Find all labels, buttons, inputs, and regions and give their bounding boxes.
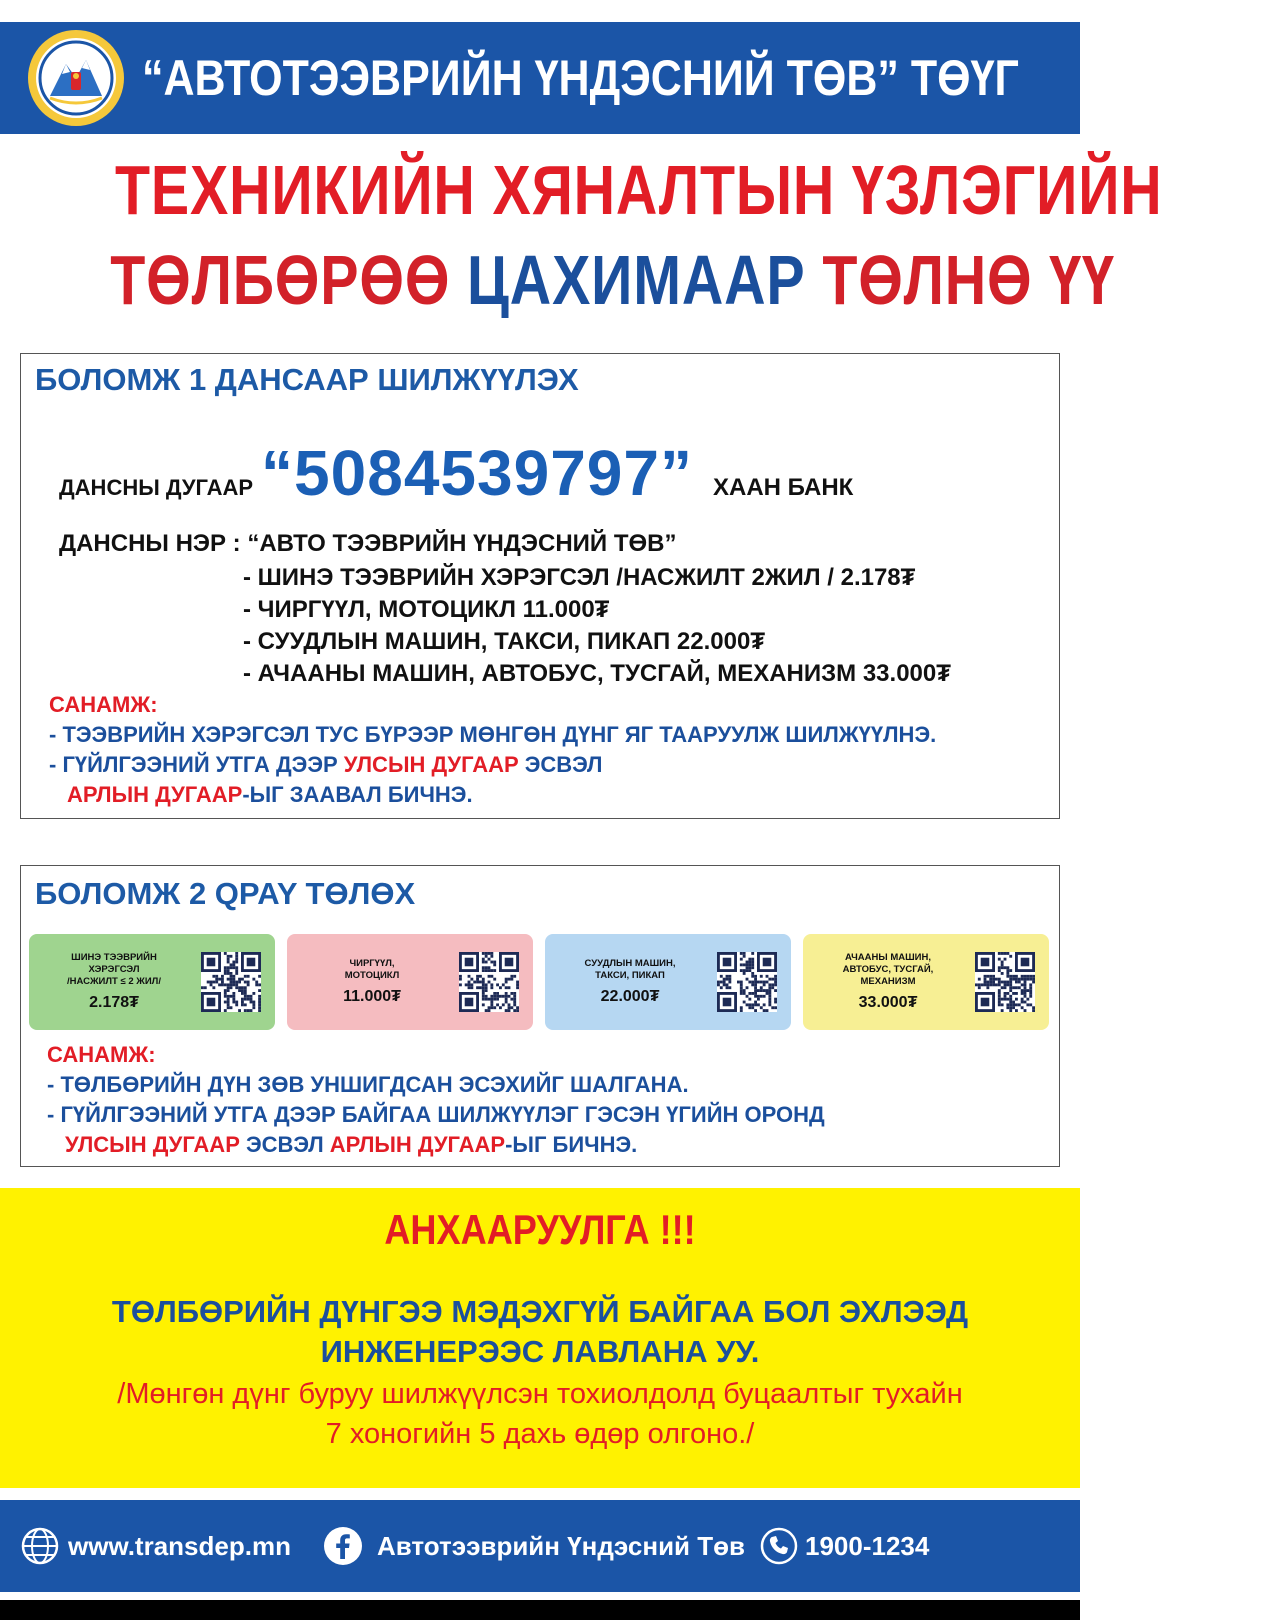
fee-item: - ШИНЭ ТЭЭВРИЙН ХЭРЭГСЭЛ /НАСЖИЛТ 2ЖИЛ / 2.178₮ bbox=[243, 564, 916, 591]
facebook-text: Автотээврийн Үндэсний Төв bbox=[376, 1530, 746, 1561]
phone-icon bbox=[759, 1526, 799, 1566]
website-text: www.transdep.mn bbox=[68, 1530, 291, 1561]
warning-note-2: 7 хоногийн 5 дахь өдөр олгоно./ bbox=[325, 1418, 755, 1450]
headline-text-1: ТЕХНИКИЙН ХЯНАЛТЫН ҮЗЛЭГИЙН bbox=[114, 151, 1163, 229]
org-logo bbox=[28, 30, 124, 126]
phone-link[interactable] bbox=[759, 1526, 929, 1566]
note-highlight: УЛСЫН ДУГААР bbox=[65, 1132, 240, 1157]
note-highlight: УЛСЫН ДУГААР bbox=[343, 752, 519, 777]
phone-text: 1900-1234 bbox=[805, 1530, 930, 1561]
account-label: ДАНСНЫ ДУГААР bbox=[59, 475, 254, 500]
qpay-card[interactable] bbox=[287, 934, 533, 1030]
qpay-card-price: 11.000₮ bbox=[343, 988, 401, 1005]
qpay-card-text bbox=[39, 952, 189, 1012]
qr-code-icon[interactable] bbox=[201, 952, 261, 1012]
option1-note-2 bbox=[49, 752, 602, 778]
headline-text-2a: ТӨЛБӨРӨӨ bbox=[110, 241, 451, 319]
qpay-card[interactable] bbox=[803, 934, 1049, 1030]
fee-item: - СУУДЛЫН МАШИН, ТАКСИ, ПИКАП 22.000₮ bbox=[243, 628, 765, 655]
qpay-card-label: МЕХАНИЗМ bbox=[860, 976, 916, 987]
header-bar bbox=[0, 22, 1080, 134]
qpay-card-text bbox=[813, 952, 963, 1012]
qpay-card-label: ХЭРЭГСЭЛ bbox=[88, 964, 140, 975]
headline-text-2c: ТӨЛНӨ ҮҮ bbox=[822, 241, 1115, 319]
facebook-link[interactable] bbox=[323, 1526, 745, 1566]
fee-item: - АЧААНЫ МАШИН, АВТОБУС, ТУСГАЙ, МЕХАНИЗМ 33.000₮ bbox=[243, 660, 951, 687]
option2-title: БОЛОМЖ 2 QPAY ТӨЛӨХ bbox=[35, 876, 416, 911]
warning-panel bbox=[0, 1188, 1080, 1488]
qr-code-icon[interactable] bbox=[459, 952, 519, 1012]
note-text: - ГҮЙЛГЭЭНИЙ УТГА ДЭЭР bbox=[49, 752, 344, 777]
warning-note-1: /Мөнгөн дүнг буруу шилжүүлсэн тохиолдолд буцаалтыг тухайн bbox=[117, 1378, 963, 1410]
warning-line-1: ТӨЛБӨРИЙН ДҮНГЭЭ МЭДЭХГҮЙ БАЙГАА БОЛ ЭХЛЭЭД bbox=[111, 1294, 969, 1329]
qpay-card-price: 22.000₮ bbox=[600, 988, 660, 1005]
qpay-card-label: /НАСЖИЛТ ≤ 2 ЖИЛ/ bbox=[66, 976, 161, 987]
headline-line-1 bbox=[0, 150, 1163, 230]
mountain-emblem-icon bbox=[36, 38, 116, 118]
qpay-card-label: ТАКСИ, ПИКАП bbox=[595, 970, 665, 981]
option1-note-3 bbox=[67, 782, 473, 808]
fee-item: - ЧИРГҮҮЛ, МОТОЦИКЛ 11.000₮ bbox=[243, 596, 610, 623]
qpay-card[interactable] bbox=[545, 934, 791, 1030]
option2-panel bbox=[20, 865, 1060, 1167]
note-text: -ЫГ БИЧНЭ. bbox=[505, 1132, 638, 1157]
qpay-card-label: АВТОБУС, ТУСГАЙ, bbox=[842, 964, 934, 975]
qpay-card-label: ШИНЭ ТЭЭВРИЙН bbox=[71, 952, 157, 963]
qpay-card[interactable] bbox=[29, 934, 275, 1030]
option2-note-2: - ГҮЙЛГЭЭНИЙ УТГА ДЭЭР БАЙГАА ШИЛЖҮҮЛЭГ ГЭСЭН ҮГИЙН ОРОНД bbox=[47, 1102, 825, 1127]
option2-note-1: - ТӨЛБӨРИЙН ДҮН ЗӨВ УНШИГДСАН ЭСЭХИЙГ ШАЛГАНА. bbox=[47, 1072, 689, 1097]
qpay-card-label: ЧИРГҮҮЛ, bbox=[349, 958, 395, 969]
note-highlight: АРЛЫН ДУГААР bbox=[67, 782, 243, 807]
account-row bbox=[59, 436, 853, 510]
option1-note-1: - ТЭЭВРИЙН ХЭРЭГСЭЛ ТУС БҮРЭЭР МӨНГӨН ДҮНГ ЯГ ТААРУУЛЖ ШИЛЖҮҮЛНЭ. bbox=[49, 722, 937, 747]
warning-line-2: ИНЖЕНЕРЭЭС ЛАВЛАНА УУ. bbox=[320, 1334, 760, 1369]
note-text: ЭСВЭЛ bbox=[518, 752, 603, 777]
qpay-card-label: МОТОЦИКЛ bbox=[344, 970, 400, 981]
qpay-card-price: 33.000₮ bbox=[858, 994, 918, 1011]
qpay-card-price: 2.178₮ bbox=[89, 994, 139, 1011]
bank-name: ХААН БАНК bbox=[712, 474, 854, 501]
fee-list bbox=[243, 562, 951, 690]
bottom-edge bbox=[0, 1600, 1080, 1620]
qpay-card-label: АЧААНЫ МАШИН, bbox=[845, 952, 931, 963]
option2-note-title: САНАМЖ: bbox=[47, 1042, 156, 1067]
option1-title: БОЛОМЖ 1 ДАНСААР ШИЛЖҮҮЛЭХ bbox=[35, 362, 579, 397]
note-highlight: АРЛЫН ДУГААР bbox=[329, 1132, 506, 1157]
org-title: “АВТОТЭЭВРИЙН ҮНДЭСНИЙ ТӨВ” ТӨҮГ bbox=[142, 50, 1019, 106]
qpay-card-label: СУУДЛЫН МАШИН, bbox=[584, 958, 676, 969]
footer-bar bbox=[0, 1500, 1080, 1592]
facebook-icon bbox=[323, 1526, 363, 1566]
headline-text-2b: ЦАХИМААР bbox=[467, 241, 806, 319]
account-name: ДАНСНЫ НЭР : “АВТО ТЭЭВРИЙН ҮНДЭСНИЙ ТӨВ” bbox=[59, 530, 677, 557]
headline-line-2 bbox=[0, 240, 1115, 320]
note-text: ЭСВЭЛ bbox=[239, 1132, 330, 1157]
qpay-card-text bbox=[297, 958, 447, 1006]
qpay-card-text bbox=[555, 958, 705, 1006]
note-text: -ЫГ ЗААВАЛ БИЧНЭ. bbox=[242, 782, 473, 807]
globe-icon bbox=[20, 1526, 60, 1566]
qr-code-icon[interactable] bbox=[975, 952, 1035, 1012]
warning-title-text: АНХААРУУЛГА !!! bbox=[384, 1206, 696, 1253]
warning-title bbox=[0, 1206, 1080, 1254]
qr-code-icon[interactable] bbox=[717, 952, 777, 1012]
option2-note-3 bbox=[65, 1132, 637, 1158]
option1-note-title: САНАМЖ: bbox=[49, 692, 158, 717]
option1-panel bbox=[20, 353, 1060, 819]
website-link[interactable] bbox=[20, 1526, 291, 1566]
qpay-card-list bbox=[29, 934, 1049, 1030]
account-number: “5084539797” bbox=[261, 437, 693, 509]
